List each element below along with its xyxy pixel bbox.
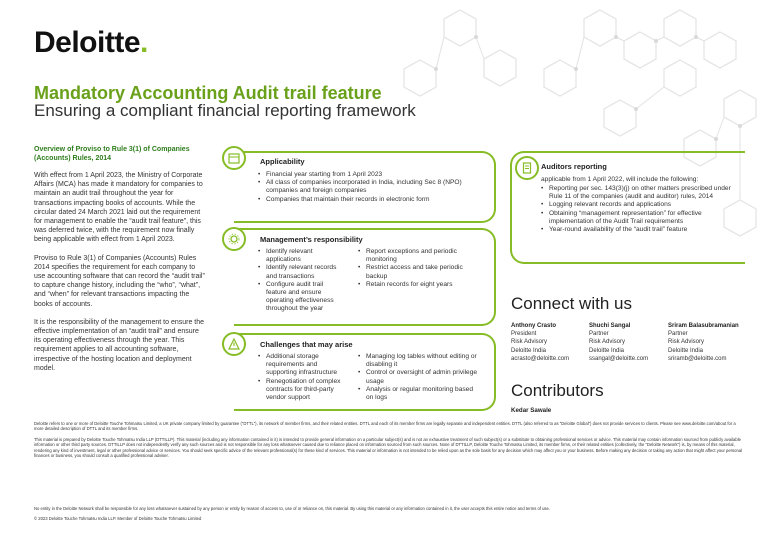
- overview-heading: Overview of Proviso to Rule 3(1) of Companies (Accounts) Rules, 2014: [34, 146, 190, 162]
- overview-paragraph: It is the responsibility of the management to ensure the effective implementation of an “audit trail” and ensure its operating effectiveness through the year. This requirement applies to all accounting software, irrespective of the hosting location and deployment model.: [34, 318, 205, 372]
- applicability-list: [258, 171, 483, 204]
- auditors-title: Auditors reporting: [541, 162, 607, 171]
- contact-name: Shuchi Sangal: [589, 323, 631, 329]
- calendar-icon: [222, 146, 246, 170]
- gear-icon: [222, 227, 246, 251]
- footer-disclaimer: Deloitte refers to one or more of Deloitte Touche Tohmatsu Limited, a UK private company limited by guarantee (“DTTL”), its network of member firms, and their related entities. DTTL and each of its member firms are legally separate and independent entities. DTTL (also referred to as “Deloitte Global”) does not provide services to clients. Please see www.deloitte.com/about for a more detailed description of DTTL and its member firms.: [34, 421, 736, 432]
- contact-dept: Risk Advisory: [668, 339, 705, 346]
- document-icon: [515, 156, 539, 180]
- footer-disclaimer: No entity in the Deloitte Network shall be responsible for any loss whatsoever sustained by any person or entity by reason of access to, use of or reliance on, this material. By using this material or any information contained in it, the user accepts this entire notice and terms of use.: [34, 506, 551, 511]
- list-item: • Restrict access and take periodic backup: [358, 264, 482, 280]
- list-item: • All class of companies incorporated in India, including Sec 8 (NPO) companies and foreign companies: [258, 179, 483, 195]
- contact-name: Anthony Crasto: [511, 323, 556, 329]
- list-item: • Identify relevant applications: [258, 248, 342, 264]
- auditors-intro: applicable from 1 April 2022, will include the following:: [541, 176, 699, 183]
- contributors-heading: Contributors: [511, 381, 604, 400]
- challenges-title: Challenges that may arise: [260, 340, 353, 349]
- list-item: • Additional storage requirements and supporting infrastructure: [258, 353, 344, 378]
- page-title: Mandatory Accounting Audit trail feature: [34, 83, 382, 103]
- page-subtitle: Ensuring a compliant financial reporting framework: [34, 101, 416, 120]
- list-item: • Year-round availability of the “audit trail” feature: [541, 226, 741, 234]
- management-list-left: [258, 248, 342, 314]
- contact-name: Sriram Balasubramanian: [668, 323, 739, 329]
- list-item: • Identify relevant records and transactions: [258, 264, 342, 280]
- list-item: • Renegotiation of complex contracts for third-party vendor support: [258, 378, 344, 403]
- contact-email[interactable]: sriramb@deloitte.com: [668, 355, 727, 362]
- contact-card: [668, 322, 758, 363]
- applicability-title: Applicability: [260, 157, 305, 166]
- overview-paragraph: With effect from 1 April 2023, the Ministry of Corporate Affairs (MCA) has made it mandatory for companies to maintain an audit trail throughout the year for transactions impacting books of accounts. While the circular dated 24 March 2021 laid out the requirement for management to enable the “audit trail feature”, this was deferred twice, with the requirement now finally being applicable with effect from 1 April 2023.: [34, 172, 203, 244]
- contact-card: [589, 322, 674, 363]
- footer-copyright: © 2023 Deloitte Touche Tohmatsu India LLP. Member of Deloitte Touche Tohmatsu Limited: [34, 516, 202, 521]
- warning-icon: [222, 332, 246, 356]
- list-item: • Control or oversight of admin privilege usage: [358, 369, 480, 385]
- footer-disclaimer: This material is prepared by Deloitte Touche Tohmatsu India LLP (DTTILLP). This material (including any information contained in it) is intended to provide general information on a particular subject(s) and is not an exhaustive treatment of such subject(s) or a substitute to obtaining professional services or advice. This material may contain information sourced from publicly available information or other third party sources. DTTILLP does not independently verify any such sources and is not responsible for any loss whatsoever caused due to reliance placed on information sourced from such sources. None of DTTILLP, Deloitte Touche Tohmatsu Limited, its member firms, or their related entities (collectively, the “Deloitte Network”) is, by means of this material, rendering any kind of investment, legal or other professional advice or services. You should seek specific advice of the relevant professional(s) for these kind of services. This material or information is not intended to be relied upon as the sole basis for any decision which may affect you or your business. Before making any decision or taking any action that might affect your personal finances or business, you should consult a qualified professional adviser.: [34, 437, 743, 459]
- contact-dept: Risk Advisory: [511, 339, 548, 346]
- list-item: • Reporting per sec. 143(3)(j) on other matters prescribed under Rule 11 of the companies (audit and auditor) rules, 2014: [541, 185, 741, 201]
- contact-org: Deloitte India: [668, 347, 704, 354]
- contact-role: Partner: [668, 331, 688, 338]
- contact-org: Deloitte India: [511, 347, 547, 354]
- contact-org: Deloitte India: [589, 347, 625, 354]
- management-list-right: [358, 248, 482, 289]
- overview-paragraph: Proviso to Rule 3(1) of Companies (Accounts) Rules 2014 specifies the requirement for each company to use accounting software that can record the “audit trail” to capture change history, including the “who”, “what”, and “when” for relevant transactions impacting the books of accounts.: [34, 254, 205, 308]
- list-item: • Logging relevant records and applications: [541, 201, 741, 209]
- challenges-list-right: [358, 353, 480, 402]
- list-item: • Managing log tables without editing or disabling it: [358, 353, 480, 369]
- list-item: • Companies that maintain their records in electronic form: [258, 196, 483, 204]
- list-item: • Financial year starting from 1 April 2023: [258, 171, 483, 179]
- contact-email[interactable]: acrasto@deloitte.com: [511, 355, 570, 362]
- list-item: • Obtaining “management representation” for effective implementation of the Audit Trail requirements: [541, 210, 741, 226]
- list-item: • Analysis or regular monitoring based on logs: [358, 386, 480, 402]
- contact-email[interactable]: ssangal@deloitte.com: [589, 355, 649, 362]
- deloitte-logo: Deloitte.: [34, 26, 148, 59]
- overview-column: [34, 145, 206, 382]
- auditors-list: [541, 185, 741, 234]
- connect-heading: Connect with us: [511, 294, 632, 313]
- management-title: Management’s responsibility: [260, 235, 363, 244]
- list-item: • Report exceptions and periodic monitoring: [358, 248, 482, 264]
- contact-role: President: [511, 331, 537, 338]
- contributor-name: Kedar Sawale: [511, 407, 552, 414]
- list-item: • Configure audit trail feature and ensure operating effectiveness throughout the year: [258, 281, 342, 314]
- contact-card: [511, 322, 596, 363]
- contact-role: Partner: [589, 331, 609, 338]
- contact-dept: Risk Advisory: [589, 339, 626, 346]
- list-item: • Retain records for eight years: [358, 281, 482, 289]
- challenges-list-left: [258, 353, 344, 402]
